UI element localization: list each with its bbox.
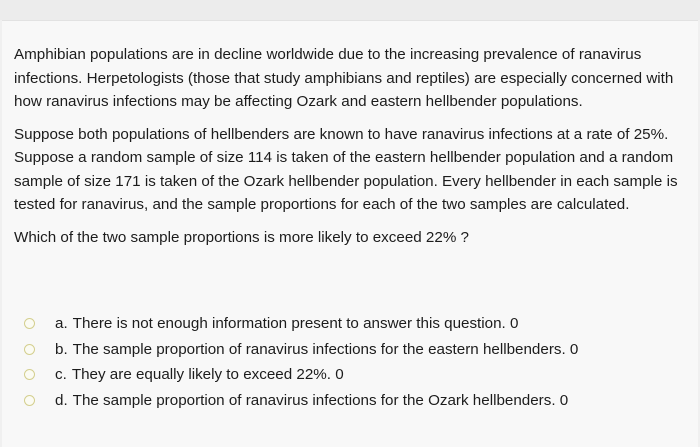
option-text: The sample proportion of ranavirus infections for the eastern hellbenders. 0: [72, 340, 579, 358]
stem-paragraph-prompt: Which of the two sample proportions is more likely to exceed 22% ?: [14, 228, 469, 246]
option-d[interactable]: [24, 388, 578, 414]
radio-button-b[interactable]: [24, 344, 35, 355]
option-letter: c.: [55, 366, 67, 384]
option-text: There is not enough information present to answer this question. 0: [72, 315, 519, 333]
option-c[interactable]: [24, 362, 578, 388]
option-a[interactable]: [24, 311, 578, 337]
stem-paragraph-setup: Suppose both populations of hellbenders are known to have ranavirus infections at a rate of 25%. Suppose a random sample of size 114 is taken of the eastern hellbender population and a random sample of size 171 is taken of the Ozark hellbender population. Every hellbender in each sample is tested for ranavirus, and the sample proportions for each of the two samples are calculated.: [14, 125, 678, 213]
option-text: The sample proportion of ranavirus infections for the Ozark hellbenders. 0: [72, 391, 569, 409]
answer-options: [24, 311, 578, 413]
question-stem: [14, 43, 684, 249]
radio-button-c[interactable]: [24, 369, 35, 380]
radio-button-a[interactable]: [24, 318, 35, 329]
stem-paragraph-intro: Amphibian populations are in decline worldwide due to the increasing prevalence of ranavirus infections. Herpetologists (those that study amphibians and reptiles) are especially concerned with how ranavirus infections may be affecting Ozark and eastern hellbender populations.: [14, 46, 674, 110]
option-letter: a.: [55, 315, 68, 333]
top-strip: [0, 0, 700, 20]
radio-button-d[interactable]: [24, 395, 35, 406]
option-b[interactable]: [24, 337, 578, 363]
option-letter: d.: [55, 391, 68, 409]
question-card: [2, 20, 698, 447]
option-letter: b.: [55, 340, 68, 358]
option-text: They are equally likely to exceed 22%. 0: [71, 366, 344, 384]
